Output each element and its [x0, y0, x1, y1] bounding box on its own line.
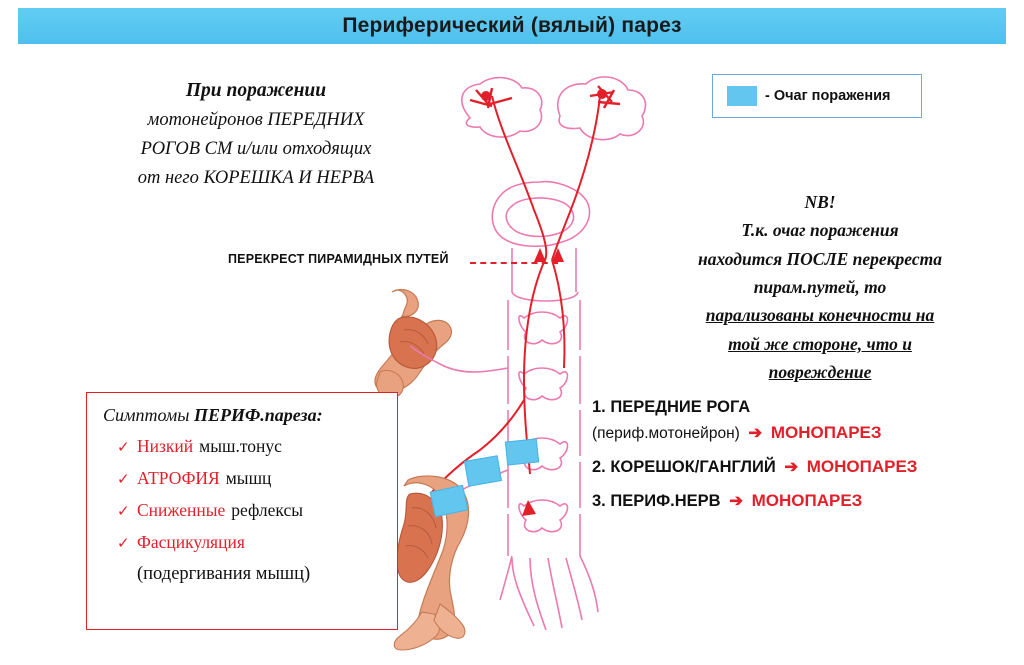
point-number: 2. [592, 458, 606, 476]
list-item [592, 491, 1012, 511]
nb-line-7: повреждение [768, 362, 872, 383]
page-title: Периферический (вялый) парез [342, 14, 682, 37]
arrow-icon: ➔ [784, 458, 799, 476]
symptom-emphasis: Низкий [137, 436, 194, 456]
check-icon: ✓ [117, 504, 130, 520]
list-item [592, 457, 1012, 477]
check-icon: ✓ [117, 536, 130, 552]
check-icon: ✓ [117, 440, 130, 456]
point-label: ПЕРИФ.НЕРВ [610, 492, 721, 510]
point-result: МОНОПАРЕЗ [751, 491, 863, 510]
nb-line-4: пирам.путей, то [753, 277, 887, 298]
point-result: МОНОПАРЕЗ [806, 457, 918, 476]
intro-text-block [86, 76, 426, 192]
symptom-item [117, 436, 383, 457]
decussation-pointer-line [470, 262, 558, 264]
symptom-emphasis: Фасцикуляция [137, 532, 245, 552]
symptoms-box [86, 392, 398, 630]
symptom-item [117, 468, 383, 489]
point-number: 3. [592, 492, 606, 510]
legend-color-swatch [727, 86, 757, 106]
nb-line-5: парализованы конечности на [705, 305, 935, 326]
intro-line-2: мотонейронов ПЕРЕДНИХ [147, 110, 365, 131]
pyramidal-decussation-label: ПЕРЕКРЕСТ ПИРАМИДНЫХ ПУТЕЙ [228, 252, 449, 266]
point-number: 1. [592, 398, 606, 416]
point-subtext: (периф.мотонейрон) [592, 425, 740, 442]
legend-label: - Очаг поражения [765, 88, 891, 104]
symptoms-heading [103, 405, 383, 426]
intro-line-1: При поражении [185, 80, 327, 101]
intro-line-3: РОГОВ СМ и/или отходящих [140, 138, 372, 159]
symptom-item [117, 532, 383, 553]
symptom-parenthetical: (подергивания мышц) [137, 564, 311, 584]
symptom-emphasis: АТРОФИЯ [137, 468, 220, 488]
point-result: МОНОПАРЕЗ [770, 423, 882, 442]
point-label: ПЕРЕДНИЕ РОГА [610, 398, 751, 416]
symptom-item [117, 500, 383, 521]
intro-line-4: от него КОРЕШКА И НЕРВА [137, 167, 375, 188]
check-icon: ✓ [117, 472, 130, 488]
symptom-emphasis: Сниженные [137, 500, 226, 520]
arm-muscle-figure [375, 290, 452, 398]
arrow-icon: ➔ [748, 424, 763, 442]
nb-line-2: Т.к. очаг поражения [741, 220, 899, 241]
nb-line-3: находится ПОСЛЕ перекреста [698, 248, 942, 269]
list-item [592, 398, 1012, 417]
symptom-text: рефлексы [231, 500, 304, 520]
legend-box [712, 74, 922, 118]
symptom-text: мыш.тонус [199, 436, 282, 456]
point-label: КОРЕШОК/ГАНГЛИЙ [610, 458, 776, 476]
symptom-text: мышц [225, 468, 272, 488]
nb-line-6: той же стороне, что и [728, 333, 912, 354]
lesion-marker-anterior-horn [505, 438, 539, 465]
lesion-level-list [592, 398, 1012, 517]
nb-line-1: NB! [804, 192, 836, 212]
list-item [592, 423, 1012, 443]
symptoms-heading-bold: ПЕРИФ.пареза: [193, 405, 323, 425]
arrow-icon: ➔ [729, 492, 744, 510]
nb-note-block [640, 188, 1000, 386]
symptoms-heading-prefix: Симптомы [103, 405, 194, 425]
slide-title-bar [18, 8, 1006, 44]
